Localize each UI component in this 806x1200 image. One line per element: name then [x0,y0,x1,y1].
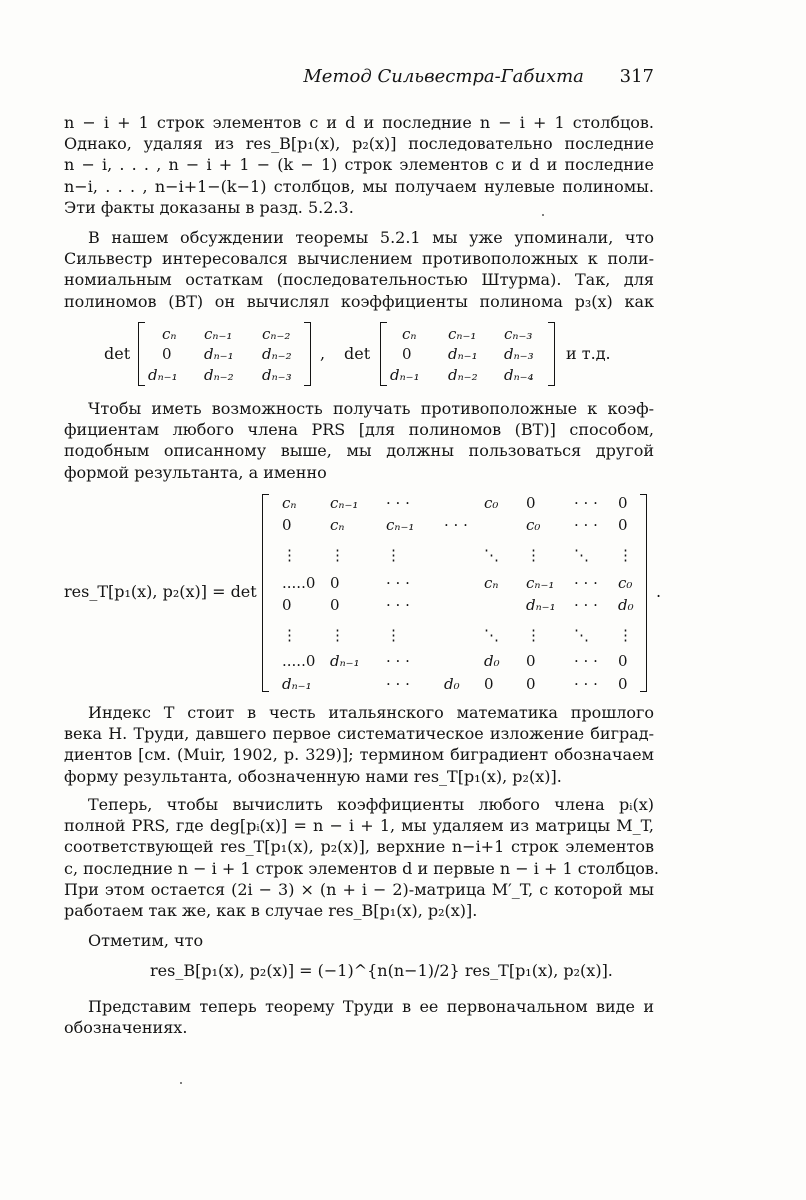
matrix-cell: c₀ [618,574,633,592]
matrix-cell: ⋮ [618,546,633,564]
etc-label: и т.д. [566,344,611,363]
text-line: Отметим, что [88,931,204,950]
matrix-cell: d₀ [484,652,500,670]
text-line: n−i, . . . , n−i+1−(k−1) столбцов, мы получаем нулевые полиномы. [64,176,654,196]
matrix-cell: cₙ₋₁ [330,494,359,512]
matrix-cell: 0 [526,652,536,670]
det-label: det [344,344,371,363]
text-line: Индекс T стоит в честь итальянского математика прошлого [88,703,654,722]
matrix-cell: ⋮ [330,626,345,644]
matrix-cell: · · · [386,675,410,693]
matrix-cell: · · · [386,494,410,512]
text-line: c, последние n − i + 1 строк элементов d и первые n − i + 1 столбцов. [64,858,659,878]
comma: , [320,344,326,363]
matrix-cell: 0 [618,494,628,512]
matrix-cell: 0 [402,345,412,363]
matrix-cell: 0 [282,516,292,534]
matrix-cell: dₙ₋₁ [330,652,360,670]
matrix-cell: dₙ₋₄ [504,366,534,384]
paragraph-6 [64,930,654,951]
matrix-cell: ⋮ [526,546,541,564]
matrix-cell: d₀ [618,596,634,614]
matrix-cell: 0 [526,675,536,693]
matrix-cell: cₙ [162,325,177,343]
matrix-cell: · · · [574,494,598,512]
paragraph-1 [64,112,654,218]
text-line: При этом остается (2i − 3) × (n + i − 2)-матрица M′_T, с которой мы [64,879,654,899]
paragraph-4 [64,702,654,787]
matrix-cell: .....0 [282,574,316,592]
page-number: 317 [619,66,654,87]
det-label: det [104,344,131,363]
matrix-cell: · · · [574,516,598,534]
matrix-cell: c₀ [526,516,541,534]
text-line: форму результанта, обозначенную нами res_T[p₁(x), p₂(x)]. [64,766,562,786]
running-head [303,66,654,87]
matrix-cell: ⋱ [484,546,499,564]
matrix-cell: 0 [330,574,340,592]
matrix-cell: 0 [282,596,292,614]
text-line: Эти факты доказаны в разд. 5.2.3. [64,197,354,217]
text-line: работаем так же, как в случае res_B[p₁(x), p₂(x)]. [64,901,478,921]
matrix-cell: 0 [618,675,628,693]
matrix-cell: cₙ₋₁ [204,325,233,343]
matrix-cell: 0 [330,596,340,614]
matrix-cell: ⋮ [282,626,297,644]
matrix-cell: d₀ [444,675,460,693]
matrix-cell: · · · [574,574,598,592]
matrix-cell: dₙ₋₃ [262,366,292,384]
text-line: подобным описанному выше, мы должны пользоваться другой [64,441,654,461]
text-line: n − i + 1 строк элементов c и d и последние n − i + 1 столбцов. [64,113,654,132]
paragraph-7 [64,996,654,1038]
matrix-cell: ⋮ [526,626,541,644]
text-line: Сильвестр интересовался вычислением противоположных к поли- [64,249,654,269]
matrix-cell: ⋱ [484,626,499,644]
matrix-cell: dₙ₋₂ [262,345,292,363]
matrix-bracket-right [548,322,555,386]
text-line: номиальным остаткам (последовательностью Штурма). Так, для [64,270,654,290]
paragraph-5 [64,794,659,921]
text-line: полной PRS, где deg[pᵢ(x)] = n − i + 1, мы удаляем из матрицы M_T, [64,816,654,836]
text-line: формой результанта, а именно [64,462,327,482]
matrix-cell: dₙ₋₃ [504,345,534,363]
matrix-period: . [656,582,662,601]
matrix-cell: ⋮ [386,546,401,564]
text-line: Представим теперь теорему Труди в ее первоначальном виде и [88,997,654,1016]
running-head-title: Метод Сильвестра-Габихта [303,66,584,87]
matrix-cell: cₙ₋₁ [386,516,415,534]
matrix-bracket-left [262,494,269,692]
matrix-cell: ⋮ [282,546,297,564]
text-line: Однако, удаляя из res_B[p₁(x), p₂(x)] последовательно последние [64,134,654,154]
matrix-cell: 0 [618,516,628,534]
matrix-bracket-left [380,322,387,386]
matrix-cell: · · · [574,596,598,614]
matrix-cell: cₙ [484,574,499,592]
text-line: Чтобы иметь возможность получать противоположные к коэф- [88,399,654,418]
text-line: полиномов (BT) он вычислял коэффициенты полинома p₃(x) как [64,291,654,311]
matrix-cell: · · · [386,652,410,670]
matrix-cell: cₙ₋₁ [448,325,477,343]
matrix-cell: cₙ₋₃ [504,325,533,343]
matrix-cell: dₙ₋₁ [282,675,312,693]
matrix-cell: 0 [162,345,172,363]
text-line: обозначениях. [64,1018,188,1038]
matrix-cell: ⋮ [330,546,345,564]
matrix-cell: c₀ [484,494,499,512]
matrix-cell: dₙ₋₁ [448,345,478,363]
matrix-cell: cₙ₋₁ [526,574,555,592]
matrix-lhs: res_T[p₁(x), p₂(x)] = det [64,582,257,601]
matrix-bracket-right [304,322,311,386]
text-line: n − i, . . . , n − i + 1 − (k − 1) строк элементов c и d и последние [64,155,654,175]
text-line: Теперь, чтобы вычислить коэффициенты любого члена pᵢ(x) [88,795,654,814]
paragraph-3 [64,398,654,483]
matrix-cell: 0 [484,675,494,693]
matrix-cell: dₙ₋₂ [448,366,478,384]
matrix-cell: · · · [444,516,468,534]
matrix-bracket-left [138,322,145,386]
matrix-cell: · · · [386,596,410,614]
matrix-cell: ⋮ [386,626,401,644]
matrix-cell: ⋮ [618,626,633,644]
text-line: диентов [см. (Muir, 1902, p. 329)]; термином биградиент обозначаем [64,745,654,765]
matrix-cell: dₙ₋₁ [204,345,234,363]
matrix-cell: cₙ₋₂ [262,325,291,343]
text-line: фициентам любого члена PRS [для полиномов (BT)] способом, [64,420,654,440]
matrix-cell: 0 [526,494,536,512]
matrix-bracket-right [640,494,647,692]
matrix-cell: dₙ₋₁ [148,366,178,384]
paragraph-2 [64,227,654,312]
book-page [64,0,662,1200]
matrix-cell: · · · [386,574,410,592]
text-line: века Н. Труди, давшего первое систематическое изложение биград- [64,724,654,744]
matrix-cell: · · · [574,675,598,693]
matrix-cell: dₙ₋₁ [526,596,556,614]
matrix-cell: cₙ [402,325,417,343]
print-speck [180,1082,182,1084]
matrix-cell: .....0 [282,652,316,670]
matrix-cell: dₙ₋₁ [390,366,420,384]
matrix-cell: ⋱ [574,546,589,564]
matrix-cell: ⋱ [574,626,589,644]
matrix-cell: cₙ [330,516,345,534]
matrix-cell: · · · [574,652,598,670]
matrix-cell: dₙ₋₂ [204,366,234,384]
print-speck [542,214,544,216]
formula: res_B[p₁(x), p₂(x)] = (−1)^{n(n−1)/2} res_T[p₁(x), p₂(x)]. [150,961,613,980]
matrix-cell: cₙ [282,494,297,512]
matrix-cell: 0 [618,652,628,670]
text-line: соответствующей res_T[p₁(x), p₂(x)], верхние n−i+1 строк элементов [64,837,654,857]
text-line: В нашем обсуждении теоремы 5.2.1 мы уже упоминали, что [88,228,654,247]
